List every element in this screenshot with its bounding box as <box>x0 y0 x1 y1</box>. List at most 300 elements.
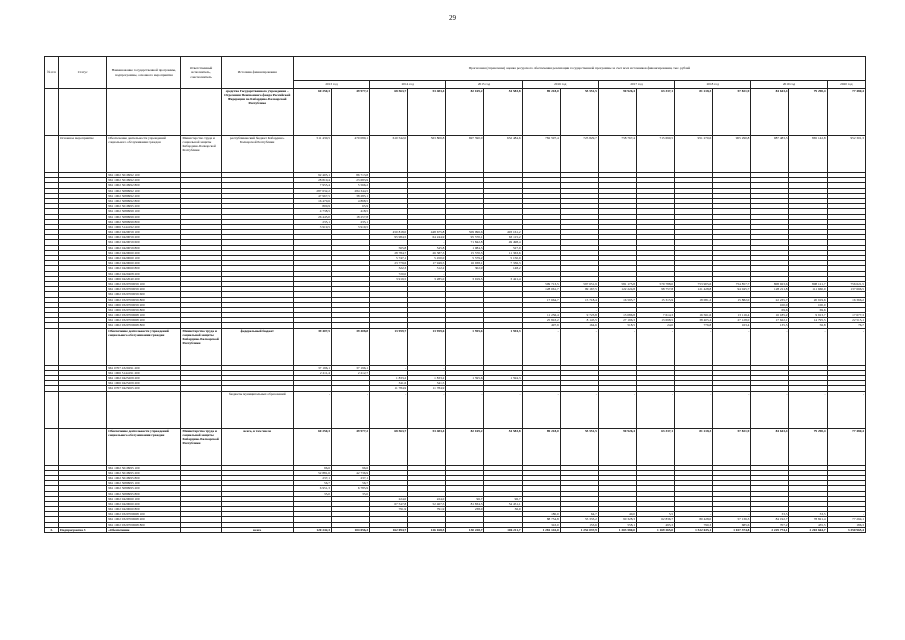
value-cell: 470 089,1 <box>331 136 369 173</box>
value-cell: 16 561,6 <box>675 313 713 318</box>
value-cell: 27 196,3 <box>598 318 636 323</box>
value-cell: 95 984,5 <box>370 235 408 240</box>
value-cell: 90 926,4 <box>598 428 636 465</box>
value-cell: 54 583,8 <box>484 89 522 136</box>
budget-code: 961 1002 5019995 800 <box>107 475 181 480</box>
row-status: Основное мероприятие <box>59 136 107 173</box>
value-cell: 36,0 <box>484 507 522 512</box>
budget-code: 961 1002 0420059 200 <box>107 235 181 240</box>
value-cell: 71 842,8 <box>446 240 484 245</box>
budget-code: 961 1002 0420059 100 <box>107 230 181 235</box>
value-cell: - <box>408 365 446 370</box>
value-cell: 82 169,2 <box>446 89 484 136</box>
value-cell: 122 224,8 <box>598 287 636 292</box>
value-cell: 28 810,4 <box>293 178 331 183</box>
row-name <box>107 89 181 136</box>
value-cell: 186,3 <box>827 522 865 527</box>
value-cell: 55 551,5 <box>560 89 598 136</box>
value-cell: 55 551,5 <box>560 428 598 465</box>
value-cell: 17 949,5 <box>408 261 446 266</box>
row-status <box>59 428 107 465</box>
value-cell: 450 818,0 <box>370 230 408 235</box>
value-cell: 511 430,5 <box>293 136 331 173</box>
value-cell: 40,0 <box>598 512 636 517</box>
value-cell: 99 167,5 <box>560 287 598 292</box>
value-cell: - <box>560 307 598 312</box>
value-cell: 96,6 <box>293 465 331 470</box>
row-executor: Министерство труда и социальной защиты Кабардино-Балкарской Республики <box>181 428 221 465</box>
value-cell: 81 834,3 <box>446 501 484 506</box>
header-executor: Ответственный исполнитель, соисполнитель <box>181 57 221 89</box>
row-status: Подпрограмма 3 <box>59 527 107 532</box>
value-cell: - <box>827 391 865 428</box>
header-name: Наименование государственной программы, подпрограммы, основного мероприятия <box>107 57 181 89</box>
value-cell: - <box>522 391 560 428</box>
header-no: № п/п <box>45 57 59 89</box>
budget-code: 961 1002 0420059 800 <box>107 245 181 250</box>
value-cell: 52 881,6 <box>293 470 331 475</box>
table-row <box>45 89 866 136</box>
value-cell: 77 480,4 <box>827 428 865 465</box>
row-executor <box>181 89 221 136</box>
row-source: бюджеты муниципальных образований <box>221 391 293 428</box>
value-cell: 3 350 965,4 <box>827 527 865 532</box>
value-cell: - <box>598 391 636 428</box>
value-cell: 1 594,3 <box>484 376 522 381</box>
value-cell: 56,7 <box>331 481 369 486</box>
value-cell: - <box>789 328 827 365</box>
value-cell: - <box>598 328 636 365</box>
value-cell: 57 136,3 <box>713 517 751 522</box>
value-cell: 791,9 <box>408 507 446 512</box>
value-cell: 2 203 664,7 <box>789 527 827 532</box>
value-cell: 37 196,1 <box>293 365 331 370</box>
value-cell: 90 926,4 <box>598 89 636 136</box>
budget-code: 961 1002 5089995 800 <box>107 491 181 496</box>
value-cell: 563 806,8 <box>408 136 446 173</box>
value-cell: 38 285,1 <box>331 193 369 198</box>
value-cell: 13 959,7 <box>370 328 408 365</box>
table-row <box>45 328 866 365</box>
row-source: федеральный бюджет <box>221 328 293 365</box>
page-number: 29 <box>449 14 456 22</box>
value-cell: 1 084,5 <box>446 245 484 250</box>
value-cell: 287 632,2 <box>293 188 331 193</box>
budget-code: 961 1002 0420408 200 <box>107 271 181 276</box>
budget-code: 961 1006 0320700059 800 <box>107 307 181 312</box>
header-forecast: Прогнозная (справочная) оценка ресурсного обеспечения реализации государственной программы за счет всех источников финансирования, тыс. рублей <box>293 57 865 81</box>
value-cell: 24,0 <box>636 323 674 328</box>
budget-code: 961 1002 0420060 800 <box>107 266 181 271</box>
value-cell: 38 405,4 <box>675 318 713 323</box>
header-year: 2013 год <box>293 81 369 89</box>
row-name: Обеспечение деятельности учреждений социального обслуживания граждан <box>107 136 181 173</box>
value-cell: 3 919,5 <box>293 224 331 229</box>
budget-code: 961 1006 5144191 200 <box>107 370 181 375</box>
value-cell: 2 211,4 <box>293 370 331 375</box>
row-no <box>45 391 59 428</box>
budget-code: 961 1002 5019992 100 <box>107 173 181 178</box>
value-cell: 5 579,2 <box>446 256 484 261</box>
value-cell: 1 252 037,9 <box>560 527 598 532</box>
value-cell: - <box>751 328 789 365</box>
value-cell: 7 336,3 <box>484 261 522 266</box>
value-cell: 509 996,6 <box>446 230 484 235</box>
budget-code: 961 1002 0420060 100 <box>107 496 181 501</box>
value-cell: 68 563,7 <box>370 428 408 465</box>
value-cell: 685,6 <box>713 522 751 527</box>
value-cell: 2 229 774,1 <box>751 527 789 532</box>
budget-code: 961 1006 0425209 200 <box>107 381 181 386</box>
value-cell: 16 595,7 <box>598 297 636 302</box>
value-cell: - <box>522 328 560 365</box>
budget-code: 961 1002 0425209 200 <box>107 376 181 381</box>
budget-code: 961 1002 5089999 100 <box>107 209 181 214</box>
value-cell: 1 594,3 <box>484 328 522 365</box>
budget-code: 961 1002 0320700068 200 <box>107 318 181 323</box>
value-cell: 98 757,8 <box>636 287 674 292</box>
value-cell: - <box>370 365 408 370</box>
value-cell: 5 150,9 <box>484 256 522 261</box>
value-cell: 135,5 <box>751 323 789 328</box>
value-cell: 707,2 <box>751 522 789 527</box>
value-cell: 37 196,1 <box>331 365 369 370</box>
value-cell: 237,1 <box>293 475 331 480</box>
budget-code: 961 0707 4320291 200 <box>107 365 181 370</box>
value-cell: - <box>675 328 713 365</box>
budget-code: 961 1002 0420059 600 <box>107 240 181 245</box>
row-no <box>45 428 59 465</box>
row-executor <box>181 527 221 532</box>
value-cell: 7 614,3 <box>636 313 674 318</box>
value-cell: - <box>408 271 446 276</box>
value-cell: 11 784,9 <box>408 386 446 391</box>
value-cell: 725 829,7 <box>560 136 598 173</box>
value-cell: 16 938,1 <box>446 261 484 266</box>
value-cell: 88 754,8 <box>522 517 560 522</box>
value-cell: 5,5 <box>636 512 674 517</box>
value-cell: 720,0 <box>370 271 408 276</box>
value-cell: 28 784,7 <box>370 250 408 255</box>
value-cell: 1 833,2 <box>370 376 408 381</box>
value-cell: 343,0 <box>522 522 560 527</box>
value-cell: 17 664,7 <box>522 297 560 302</box>
value-cell: 13 698,5 <box>636 318 674 323</box>
value-cell: - <box>331 391 369 428</box>
row-no <box>45 89 59 136</box>
value-cell: - <box>827 512 865 517</box>
budget-code: 961 1002 0320700068 100 <box>107 512 181 517</box>
row-name: Обеспечение деятельности учреждений социального обслуживания граждан <box>107 328 181 365</box>
value-cell: 15 315,9 <box>636 297 674 302</box>
row-source: всего <box>221 527 293 532</box>
value-cell: 15 882,0 <box>713 297 751 302</box>
value-cell: 5 566,2 <box>331 183 369 188</box>
value-cell: 4 738,5 <box>293 209 331 214</box>
budget-code: 961 1006 0422040 200 <box>107 276 181 281</box>
value-cell: 33,5 <box>751 512 789 517</box>
budget-code: 961 1002 0420060 800 <box>107 507 181 512</box>
table-row <box>45 527 866 532</box>
value-cell: 42 736,9 <box>331 470 369 475</box>
value-cell: 35,0 <box>293 491 331 496</box>
budget-code: 961 1002 5019995 200 <box>107 204 181 209</box>
value-cell: 26 387,3 <box>408 250 446 255</box>
value-cell: 57 821,9 <box>713 89 751 136</box>
budget-code: 961 1002 0320700059 600 <box>107 292 181 297</box>
value-cell: 11 784,9 <box>370 386 408 391</box>
value-cell: 79 290,4 <box>789 89 827 136</box>
value-cell: 100,0 <box>789 302 827 307</box>
header-source: Источник финансирования <box>221 57 293 89</box>
budget-code: 961 1002 5089995 200 <box>107 486 181 491</box>
budget-code: 961 1002 5089992 200 <box>107 193 181 198</box>
budget-code: 961 1002 0320700068 800 <box>107 522 181 527</box>
value-cell: 33,5 <box>789 512 827 517</box>
value-cell: 63 337,1 <box>636 428 674 465</box>
value-cell: 7 955,4 <box>293 183 331 188</box>
value-cell: - <box>675 391 713 428</box>
header-year: 2020 год <box>827 81 865 89</box>
value-cell: 808 121,7 <box>789 281 827 286</box>
value-cell: 8 145,5 <box>560 318 598 323</box>
header-year: 2018 год <box>675 81 751 89</box>
row-no <box>45 328 59 365</box>
value-cell: 94 045,7 <box>713 287 751 292</box>
value-cell: 987 483,3 <box>751 136 789 173</box>
value-cell: 597 651,9 <box>560 281 598 286</box>
value-cell: 16 470,6 <box>293 198 331 203</box>
value-cell: 13 959,6 <box>408 328 446 365</box>
value-cell: 89 218,0 <box>522 89 560 136</box>
header-year: 2014 год <box>370 81 446 89</box>
row-name: Обеспечение деятельности учреждений социального обслуживания граждан <box>107 428 181 465</box>
value-cell: - <box>370 391 408 428</box>
value-cell: 111 660,0 <box>789 287 827 292</box>
value-cell: 3 919,5 <box>331 224 369 229</box>
value-cell: 81 218,3 <box>675 89 713 136</box>
value-cell: 13 116,4 <box>713 313 751 318</box>
value-cell: 5 450,0 <box>408 256 446 261</box>
value-cell: 776,8 <box>675 323 713 328</box>
value-cell: 56,8 <box>789 323 827 328</box>
value-cell: 951 270,6 <box>675 136 713 173</box>
value-cell: 52 467,5 <box>408 501 446 506</box>
value-cell: 808 923,6 <box>751 281 789 286</box>
budget-code: 961 1006 5144192 200 <box>107 224 181 229</box>
value-cell: - <box>751 391 789 428</box>
value-cell: 599 713,5 <box>522 281 560 286</box>
value-cell: 13 086,8 <box>598 313 636 318</box>
value-cell: 47 967,5 <box>293 193 331 198</box>
value-cell: - <box>713 328 751 365</box>
value-cell: 18 257,8 <box>331 214 369 219</box>
value-cell: 163,4 <box>713 323 751 328</box>
value-cell: 610 542,0 <box>370 136 408 173</box>
value-cell: 905 290,8 <box>713 136 751 173</box>
value-cell: 57 821,9 <box>713 428 751 465</box>
value-cell: 120 242,3 <box>293 527 331 532</box>
value-cell: 96,7 <box>446 496 484 501</box>
value-cell: 224,0 <box>370 496 408 501</box>
value-cell: - <box>522 307 560 312</box>
budget-code: 961 1002 5019995 200 <box>107 470 181 475</box>
header-year: 2015 год <box>446 81 522 89</box>
value-cell: 952 301,3 <box>827 136 865 173</box>
value-cell: 518,5 <box>598 323 636 328</box>
budget-code: 961 1002 0320700059 800 <box>107 297 181 302</box>
value-cell: 495,3 <box>636 522 674 527</box>
value-cell: 27 128,0 <box>713 318 751 323</box>
value-cell: 22 235,7 <box>751 297 789 302</box>
value-cell: - <box>560 328 598 365</box>
value-cell: 64,7 <box>560 512 598 517</box>
value-cell: 493 161,2 <box>484 230 522 235</box>
value-cell: 180,0 <box>522 512 560 517</box>
value-cell: 64 244,9 <box>408 235 446 240</box>
value-cell: 100,0 <box>751 302 789 307</box>
value-cell: 35,0 <box>331 491 369 496</box>
value-cell: 96,7 <box>484 496 522 501</box>
budget-code: 961 1002 0420060 200 <box>107 501 181 506</box>
value-cell: 77 480,4 <box>827 89 865 136</box>
value-cell: - <box>636 328 674 365</box>
value-cell: 92 405,1 <box>293 173 331 178</box>
value-cell: 497,9 <box>522 323 560 328</box>
value-cell: 84 643,4 <box>751 89 789 136</box>
value-cell: - <box>675 512 713 517</box>
value-cell: 341,5 <box>408 381 446 386</box>
value-cell: 49 977,2 <box>331 428 369 465</box>
budget-code: 961 1002 5089992 800 <box>107 198 181 203</box>
row-executor: Министерство труда и социальной защиты Кабардино-Балкарской Республики <box>181 328 221 365</box>
value-cell: 60 250,3 <box>293 428 331 465</box>
budget-code: 961 0707 0425065 200 <box>107 386 181 391</box>
row-name <box>107 391 181 428</box>
row-status <box>59 89 107 136</box>
row-executor: Министерство труда и социальной защиты Кабардино-Балкарской Республики <box>181 136 221 173</box>
value-cell: 435,5 <box>789 522 827 527</box>
value-cell: 130 228,7 <box>446 527 484 532</box>
value-cell: 164,6 <box>560 323 598 328</box>
row-source: республиканский бюджет Кабардино-Балкарской Республики <box>221 136 293 173</box>
value-cell: 69,6 <box>751 307 789 312</box>
value-cell: 65,9 <box>331 204 369 209</box>
value-cell: - <box>636 391 674 428</box>
value-cell: 25 843,2 <box>522 318 560 323</box>
value-cell: 1 595,6 <box>446 328 484 365</box>
value-cell: 715 690,5 <box>636 136 674 173</box>
value-cell: 5 747,1 <box>370 256 408 261</box>
budget-code: 961 1002 5019992 200 <box>107 178 181 183</box>
row-name: «Обеспечение <box>107 527 181 532</box>
value-cell: 90 328,3 <box>598 517 636 522</box>
value-cell: 238,0 <box>446 507 484 512</box>
value-cell: - <box>789 391 827 428</box>
value-cell: 121 428,8 <box>675 287 713 292</box>
value-cell: 6 785,9 <box>331 486 369 491</box>
value-cell: 17 622,1 <box>751 318 789 323</box>
budget-code: 961 1006 0320700059 200 <box>107 302 181 307</box>
value-cell: 558,1 <box>598 522 636 527</box>
value-cell: 18 081,2 <box>675 297 713 302</box>
value-cell: 16 185,2 <box>751 313 789 318</box>
table-row <box>45 136 866 173</box>
value-cell: 54 451,1 <box>484 501 522 506</box>
value-cell: - <box>827 328 865 365</box>
budget-code: 961 1002 5019995 100 <box>107 465 181 470</box>
value-cell: 49 977,2 <box>331 89 369 136</box>
value-cell: 302,9 <box>446 266 484 271</box>
budget-code: 961 1002 0420060 100 <box>107 256 181 261</box>
value-cell: 11 256,4 <box>522 313 560 318</box>
budget-code: 961 1002 0420060 200 <box>107 261 181 266</box>
value-cell: 756 621,5 <box>827 281 865 286</box>
value-cell: 579 788,0 <box>636 281 674 286</box>
value-cell: 79 290,4 <box>789 428 827 465</box>
value-cell: 341,6 <box>370 381 408 386</box>
budget-code: 961 1002 0320700068 100 <box>107 313 181 318</box>
value-cell: 322,3 <box>370 266 408 271</box>
value-cell: 632 484,6 <box>484 136 522 173</box>
value-cell: 284 344,5 <box>331 188 369 193</box>
value-cell: 791,9 <box>370 507 408 512</box>
value-cell: 81 218,3 <box>675 428 713 465</box>
value-cell: 128 211,8 <box>751 287 789 292</box>
value-cell: 23 779,6 <box>370 261 408 266</box>
value-cell: 1 595,6 <box>446 376 484 381</box>
value-cell: 15 718,4 <box>560 297 598 302</box>
value-cell: 16 366,2 <box>827 297 865 302</box>
value-cell: 55 333,2 <box>560 517 598 522</box>
row-no <box>45 136 59 173</box>
value-cell: 68 563,7 <box>370 89 408 136</box>
value-cell: 153,6 <box>560 522 598 527</box>
table-row <box>45 428 866 465</box>
value-cell: 235,1 <box>293 219 331 224</box>
value-cell: 3 285,0 <box>408 276 446 281</box>
value-cell: - <box>408 391 446 428</box>
value-cell: 9 913,7 <box>789 313 827 318</box>
value-cell: 39 407,5 <box>293 328 331 365</box>
value-cell: 82 169,2 <box>446 428 484 465</box>
value-cell: 104 056,3 <box>331 527 369 532</box>
value-cell: 1 522 635,1 <box>675 527 713 532</box>
value-cell: 39 408,8 <box>331 328 369 365</box>
value-cell: - <box>713 391 751 428</box>
value-cell: 20 919,6 <box>789 297 827 302</box>
resource-table <box>44 56 866 533</box>
value-cell: 23 683,9 <box>331 178 369 183</box>
value-cell: - <box>484 391 522 428</box>
value-cell: 448 675,8 <box>408 230 446 235</box>
value-cell: 54 583,8 <box>484 428 522 465</box>
budget-code: 961 1002 0320700068 800 <box>107 323 181 328</box>
value-cell: 96,6 <box>331 465 369 470</box>
budget-code: 961 1002 0320700059 200 <box>107 287 181 292</box>
value-cell: 418,5 <box>331 209 369 214</box>
value-cell: 26 445,0 <box>293 214 331 219</box>
value-cell: 62 836,7 <box>636 517 674 522</box>
value-cell: 67 547,8 <box>370 501 408 506</box>
value-cell: 15 570,5 <box>446 250 484 255</box>
value-cell: 17 677,3 <box>827 313 865 318</box>
value-cell: 581 175,8 <box>598 281 636 286</box>
value-cell: 754 857,7 <box>713 281 751 286</box>
value-cell: 126 168,5 <box>408 527 446 532</box>
value-cell: 865 142,8 <box>789 136 827 173</box>
value-cell: 128 061,7 <box>522 287 560 292</box>
